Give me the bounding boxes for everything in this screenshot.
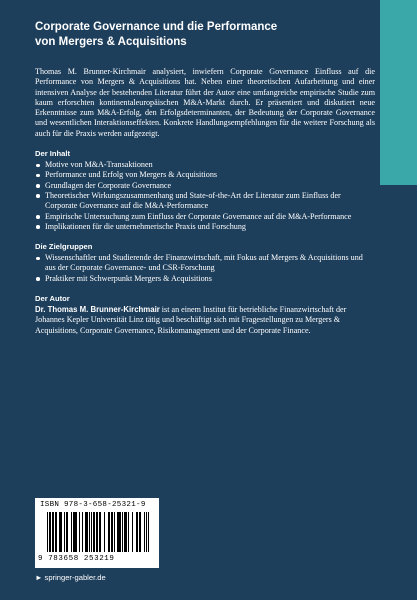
zielgruppen-heading: Die Zielgruppen: [35, 242, 93, 252]
autor-heading: Der Autor: [35, 294, 70, 304]
barcode-bars: [47, 512, 151, 552]
book-title: [35, 20, 375, 50]
author-bio-text: ist an einem Institut für betriebliche Finanzwirtschaft der Johannes Kepler Universität Linz tätig und beschäftigt sich mit Fragestellungen zu Mergers & Acquisitions, Corporate Governance, Risikomanagement und der Corporate Finance.: [35, 305, 347, 335]
cover-content: [35, 20, 375, 336]
book-title-line-1: Corporate Governance und die Performance: [35, 21, 278, 33]
list-item: Theoretischer Wirkungszusammenhang und State-of-the-Art der Literatur zum Einfluss der Corporate Governance auf die M&A-Performance: [35, 191, 375, 212]
list-item: Motive von M&A-Transaktionen: [35, 160, 375, 170]
list-item: Implikationen für die unternehmerische Praxis und Forschung: [35, 222, 375, 232]
accent-bar: [380, 0, 417, 185]
barcode-digits: 9 783658 253219: [38, 555, 115, 563]
list-item: Grundlagen der Corporate Governance: [35, 181, 375, 191]
publisher-name: springer-gabler.de: [44, 573, 106, 582]
inhalt-list: [35, 160, 375, 232]
isbn-label: ISBN 978-3-658-25321-9: [40, 501, 146, 509]
publisher-link[interactable]: [35, 573, 106, 582]
list-item: Performance und Erfolg von Mergers & Acquisitions: [35, 170, 375, 180]
barcode: [35, 498, 159, 568]
zielgruppen-list: [35, 253, 375, 284]
list-item: Empirische Untersuchung zum Einfluss der Corporate Governance auf die M&A-Performance: [35, 212, 375, 222]
inhalt-heading: Der Inhalt: [35, 149, 71, 159]
barcode-bar: [149, 512, 150, 552]
book-title-line-2: von Mergers & Acquisitions: [35, 36, 187, 48]
author-bio: [35, 305, 375, 336]
arrow-icon: ►: [35, 573, 43, 582]
list-item: Wissenschaftler und Studierende der Finanzwirtschaft, mit Fokus auf Mergers & Acquisitions und aus der Corporate Governance- und CSR-Forschung: [35, 253, 375, 274]
list-item: Praktiker mit Schwerpunkt Mergers & Acquisitions: [35, 274, 375, 284]
book-description: Thomas M. Brunner-Kirchmair analysiert, inwiefern Corporate Governance Einfluss auf die Performance von Mergers & Acquisitions hat. Neben einer theoretischen Aufarbeitung und einer intensiven Analyse der bestehenden Literatur führt der Autor eine umfangreiche empirische Studie zum kaum erforschten kontinentaleuropäischen M&A-Markt durch. Er präsentiert und diskutiert neue Erkenntnisse zum M&A-Erfolg, den Erfolgsdeterminanten, der Bedeutung der Corporate Governance und wesentlichen Interaktionseffekten. Konkrete Handlungsempfehlungen für die weitere Forschung als auch für die Praxis werden aufgezeigt.: [35, 67, 375, 138]
author-name: Dr. Thomas M. Brunner-Kirchmair: [35, 305, 160, 315]
